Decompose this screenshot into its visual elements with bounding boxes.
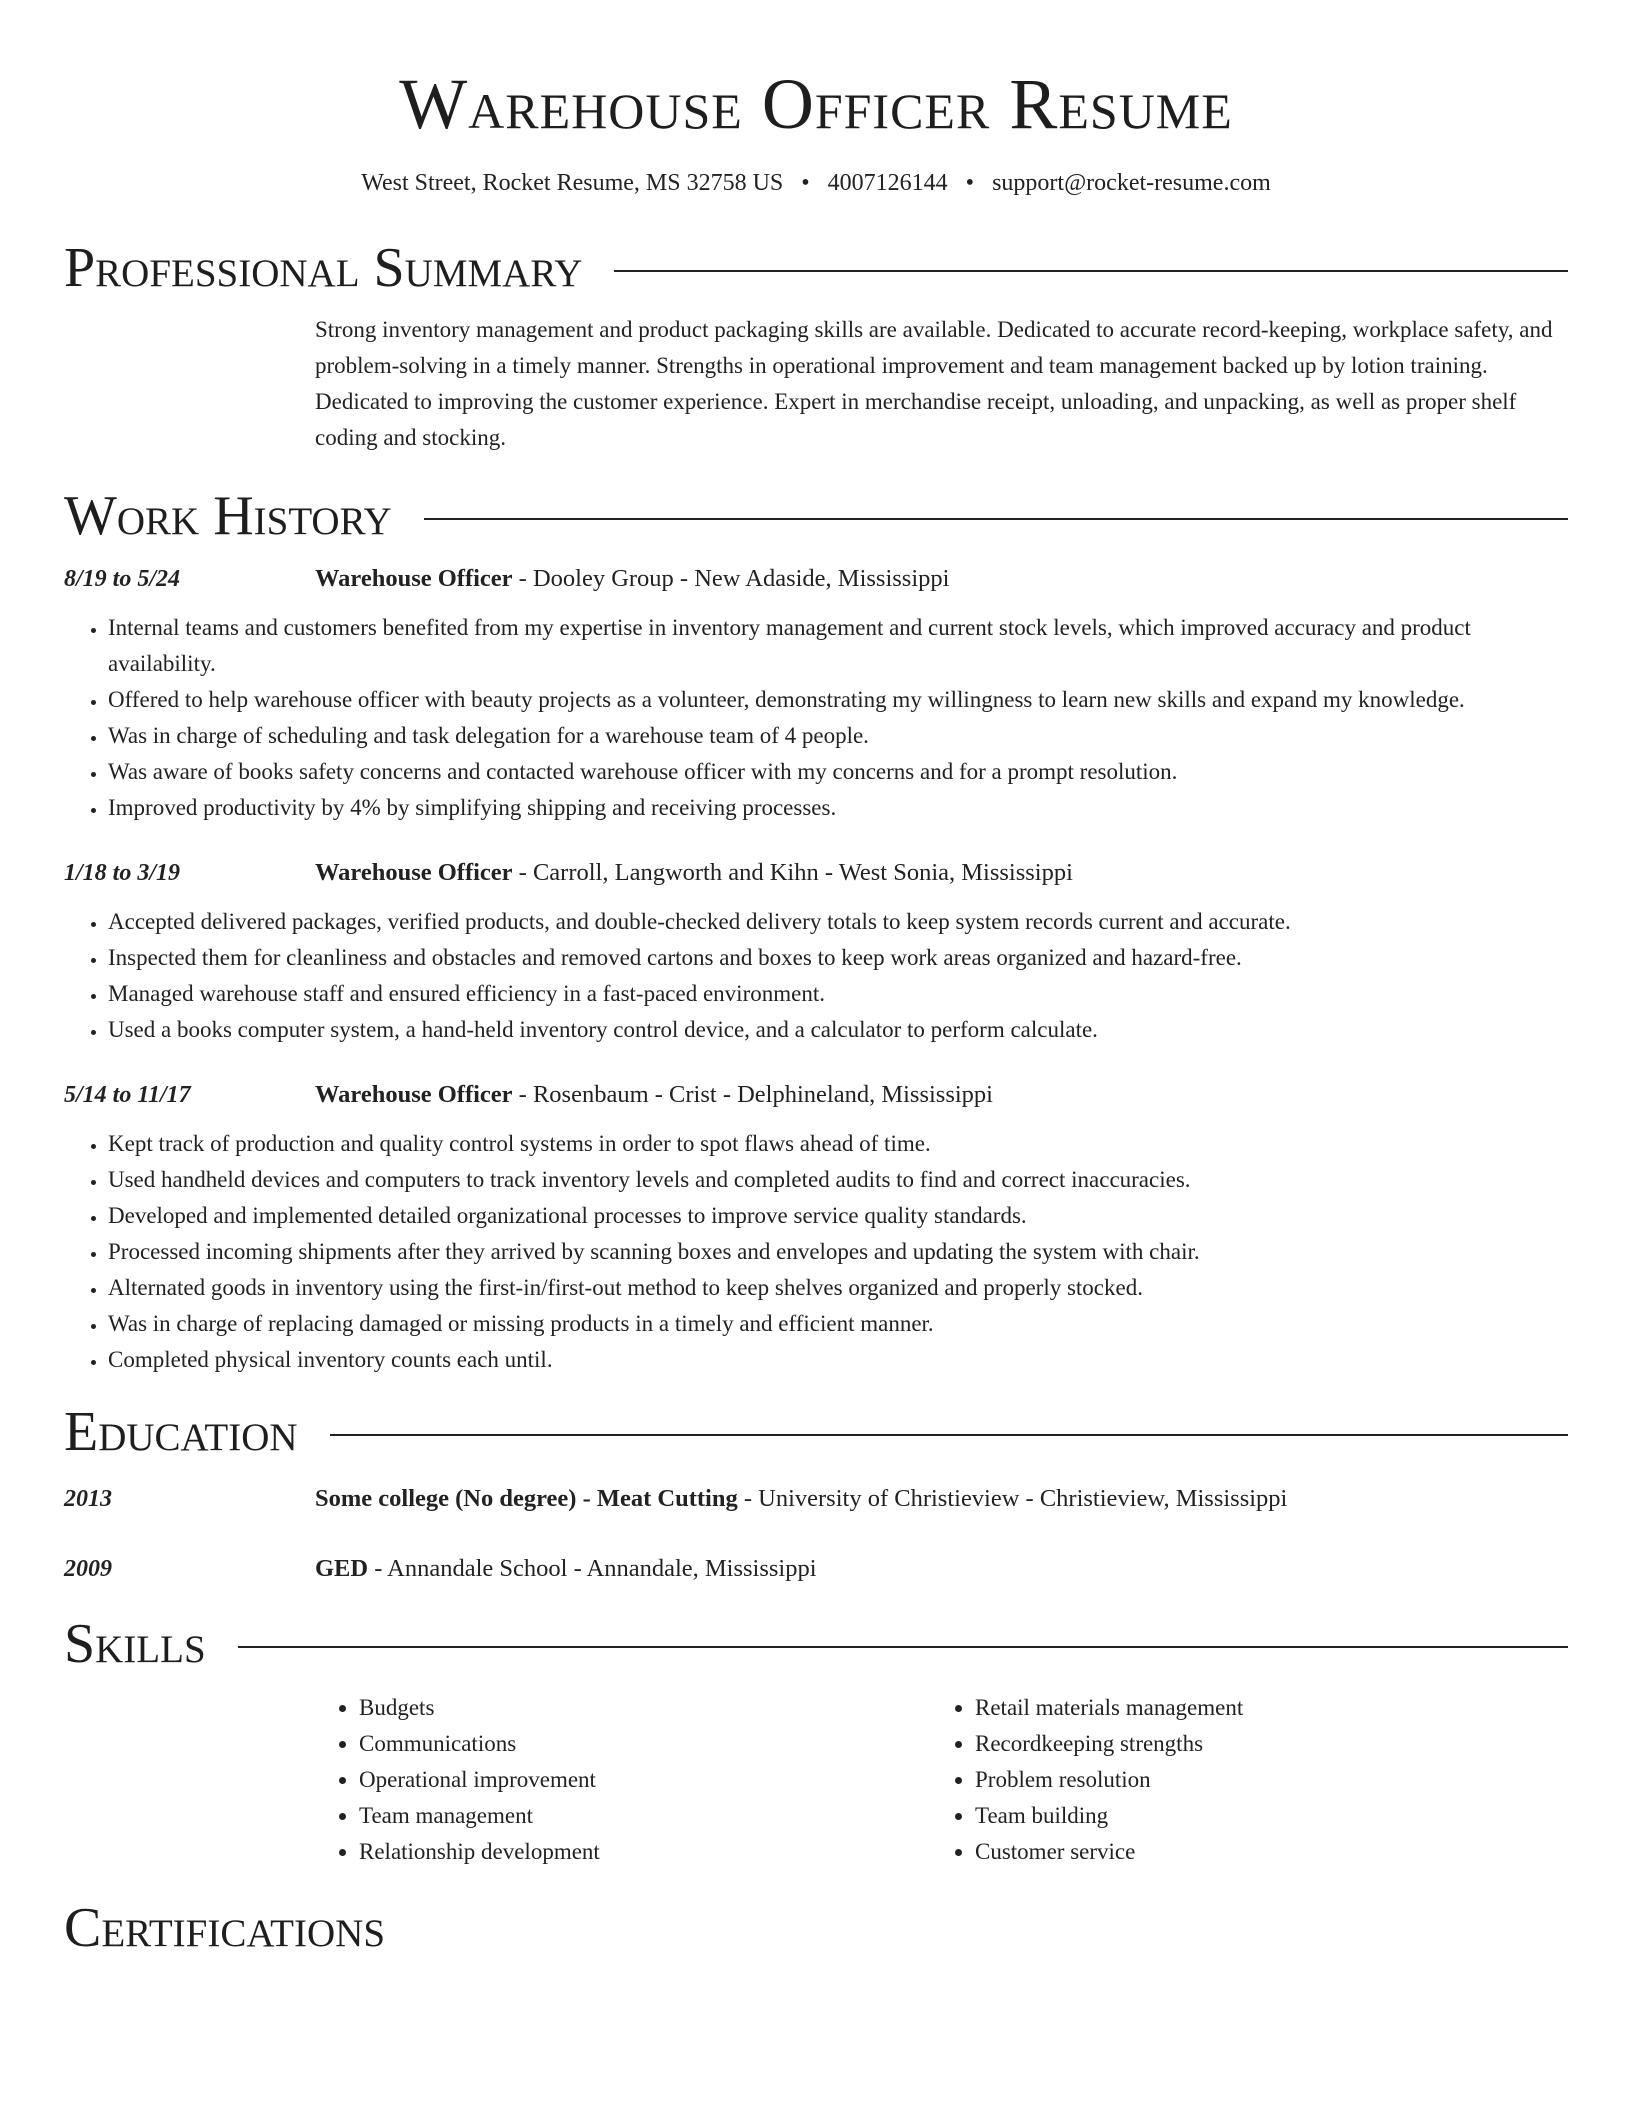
list-item: • Team management: [359, 1798, 931, 1834]
list-item: • Completed physical inventory counts each until.: [108, 1342, 1568, 1378]
list-item: • Was in charge of scheduling and task delegation for a warehouse team of 4 people.: [108, 718, 1568, 754]
job-bullets: [64, 610, 1568, 826]
work-section-header: [64, 484, 1568, 548]
skills-column-right: [931, 1690, 1547, 1870]
education-details: - Annandale School - Annandale, Mississippi: [368, 1555, 817, 1582]
list-item: • Recordkeeping strengths: [975, 1726, 1547, 1762]
list-item: • Used handheld devices and computers to track inventory levels and completed audits to find and correct inaccuracies.: [108, 1162, 1568, 1198]
list-item: • Internal teams and customers benefited from my expertise in inventory management and current stock levels, which improved accuracy and product availability.: [108, 610, 1568, 682]
job-bullets: [64, 1126, 1568, 1378]
list-item: • Kept track of production and quality control systems in order to spot flaws ahead of time.: [108, 1126, 1568, 1162]
education-details: - University of Christieview - Christieview, Mississippi: [737, 1485, 1288, 1512]
skills-heading: Skills: [64, 1613, 206, 1675]
education-year: 2013: [64, 1486, 112, 1512]
contact-address: West Street, Rocket Resume, MS 32758 US: [361, 170, 784, 196]
list-item: • Relationship development: [359, 1834, 931, 1870]
list-item: • Operational improvement: [359, 1762, 931, 1798]
list-item: • Budgets: [359, 1690, 931, 1726]
summary-heading: Professional Summary: [64, 237, 583, 299]
list-item: • Customer service: [975, 1834, 1547, 1870]
work-heading: Work History: [64, 485, 392, 547]
summary-text: Strong inventory management and product packaging skills are available. Dedicated to accurate record-keeping, workplace safety, and problem-solving in a timely manner. Strengths in operational improvement and team management backed up by lotion training. Dedicated to improving the customer experience. Expert in merchandise receipt, unloading, and unpacking, as well as proper shelf coding and stocking.: [315, 317, 1553, 450]
list-item: • Communications: [359, 1726, 931, 1762]
job-heading: [315, 1080, 1568, 1110]
list-item: • Accepted delivered packages, verified products, and double-checked delivery totals to keep system records current and accurate.: [108, 904, 1568, 940]
contact-phone: 4007126144: [827, 170, 948, 196]
contact-email: support@rocket-resume.com: [992, 170, 1271, 196]
section-divider: [238, 1646, 1568, 1648]
list-item: • Improved productivity by 4% by simplifying shipping and receiving processes.: [108, 790, 1568, 826]
job-details: - Rosenbaum - Crist - Delphineland, Mississippi: [512, 1081, 993, 1108]
education-entry: [64, 1484, 1568, 1514]
list-item: • Problem resolution: [975, 1762, 1547, 1798]
job-dates: 5/14 to 11/17: [64, 1082, 191, 1108]
resume-page: [64, 0, 1568, 1960]
job-title: Warehouse Officer: [315, 859, 513, 886]
job-dates: 8/19 to 5/24: [64, 566, 181, 592]
job-dates: 1/18 to 3/19: [64, 860, 181, 886]
skills-section-header: [64, 1612, 1568, 1676]
contact-separator: •: [965, 170, 975, 196]
job-title: Warehouse Officer: [315, 565, 513, 592]
resume-title: Warehouse Officer Resume: [399, 64, 1233, 144]
list-item: • Retail materials management: [975, 1690, 1547, 1726]
list-item: • Processed incoming shipments after they arrived by scanning boxes and envelopes and updating the system with chair.: [108, 1234, 1568, 1270]
certifications-heading: Certifications: [64, 1897, 386, 1959]
job-entry: [64, 564, 1568, 826]
list-item: • Was aware of books safety concerns and contacted warehouse officer with my concerns and for a prompt resolution.: [108, 754, 1568, 790]
job-details: - Dooley Group - New Adaside, Mississippi: [512, 565, 950, 592]
section-divider: [614, 270, 1568, 272]
list-item: • Was in charge of replacing damaged or missing products in a timely and efficient manner.: [108, 1306, 1568, 1342]
job-title: Warehouse Officer: [315, 1081, 513, 1108]
list-item: • Managed warehouse staff and ensured efficiency in a fast-paced environment.: [108, 976, 1568, 1012]
skills-list: [315, 1690, 1568, 1870]
section-divider: [424, 518, 1568, 520]
job-details: - Carroll, Langworth and Kihn - West Sonia, Mississippi: [512, 859, 1073, 886]
education-year: 2009: [64, 1556, 112, 1582]
summary-section-header: [64, 236, 1568, 300]
contact-line: [64, 168, 1568, 198]
job-entry: [64, 1080, 1568, 1378]
list-item: • Used a books computer system, a hand-held inventory control device, and a calculator to perform calculate.: [108, 1012, 1568, 1048]
contact-separator: •: [801, 170, 810, 196]
education-heading: Education: [64, 1401, 298, 1463]
education-heading-line: [315, 1484, 1568, 1514]
list-item: • Team building: [975, 1798, 1547, 1834]
education-degree: GED: [315, 1555, 369, 1582]
job-bullets: [64, 904, 1568, 1048]
job-heading: [315, 564, 1568, 594]
list-item: • Developed and implemented detailed organizational processes to improve service quality standards.: [108, 1198, 1568, 1234]
list-item: • Offered to help warehouse officer with beauty projects as a volunteer, demonstrating my willingness to learn new skills and expand my knowledge.: [108, 682, 1568, 718]
education-entry: [64, 1554, 1568, 1584]
list-item: • Alternated goods in inventory using the first-in/first-out method to keep shelves organized and properly stocked.: [108, 1270, 1568, 1306]
job-entry: [64, 858, 1568, 1048]
certifications-section-header: [64, 1896, 1568, 1960]
skills-column-left: [315, 1690, 931, 1870]
list-item: • Inspected them for cleanliness and obstacles and removed cartons and boxes to keep work areas organized and hazard-free.: [108, 940, 1568, 976]
job-heading: [315, 858, 1568, 888]
education-heading-line: [315, 1554, 1568, 1584]
education-degree: Some college (No degree) - Meat Cutting: [315, 1485, 738, 1512]
section-divider: [330, 1434, 1568, 1436]
education-section-header: [64, 1400, 1568, 1464]
